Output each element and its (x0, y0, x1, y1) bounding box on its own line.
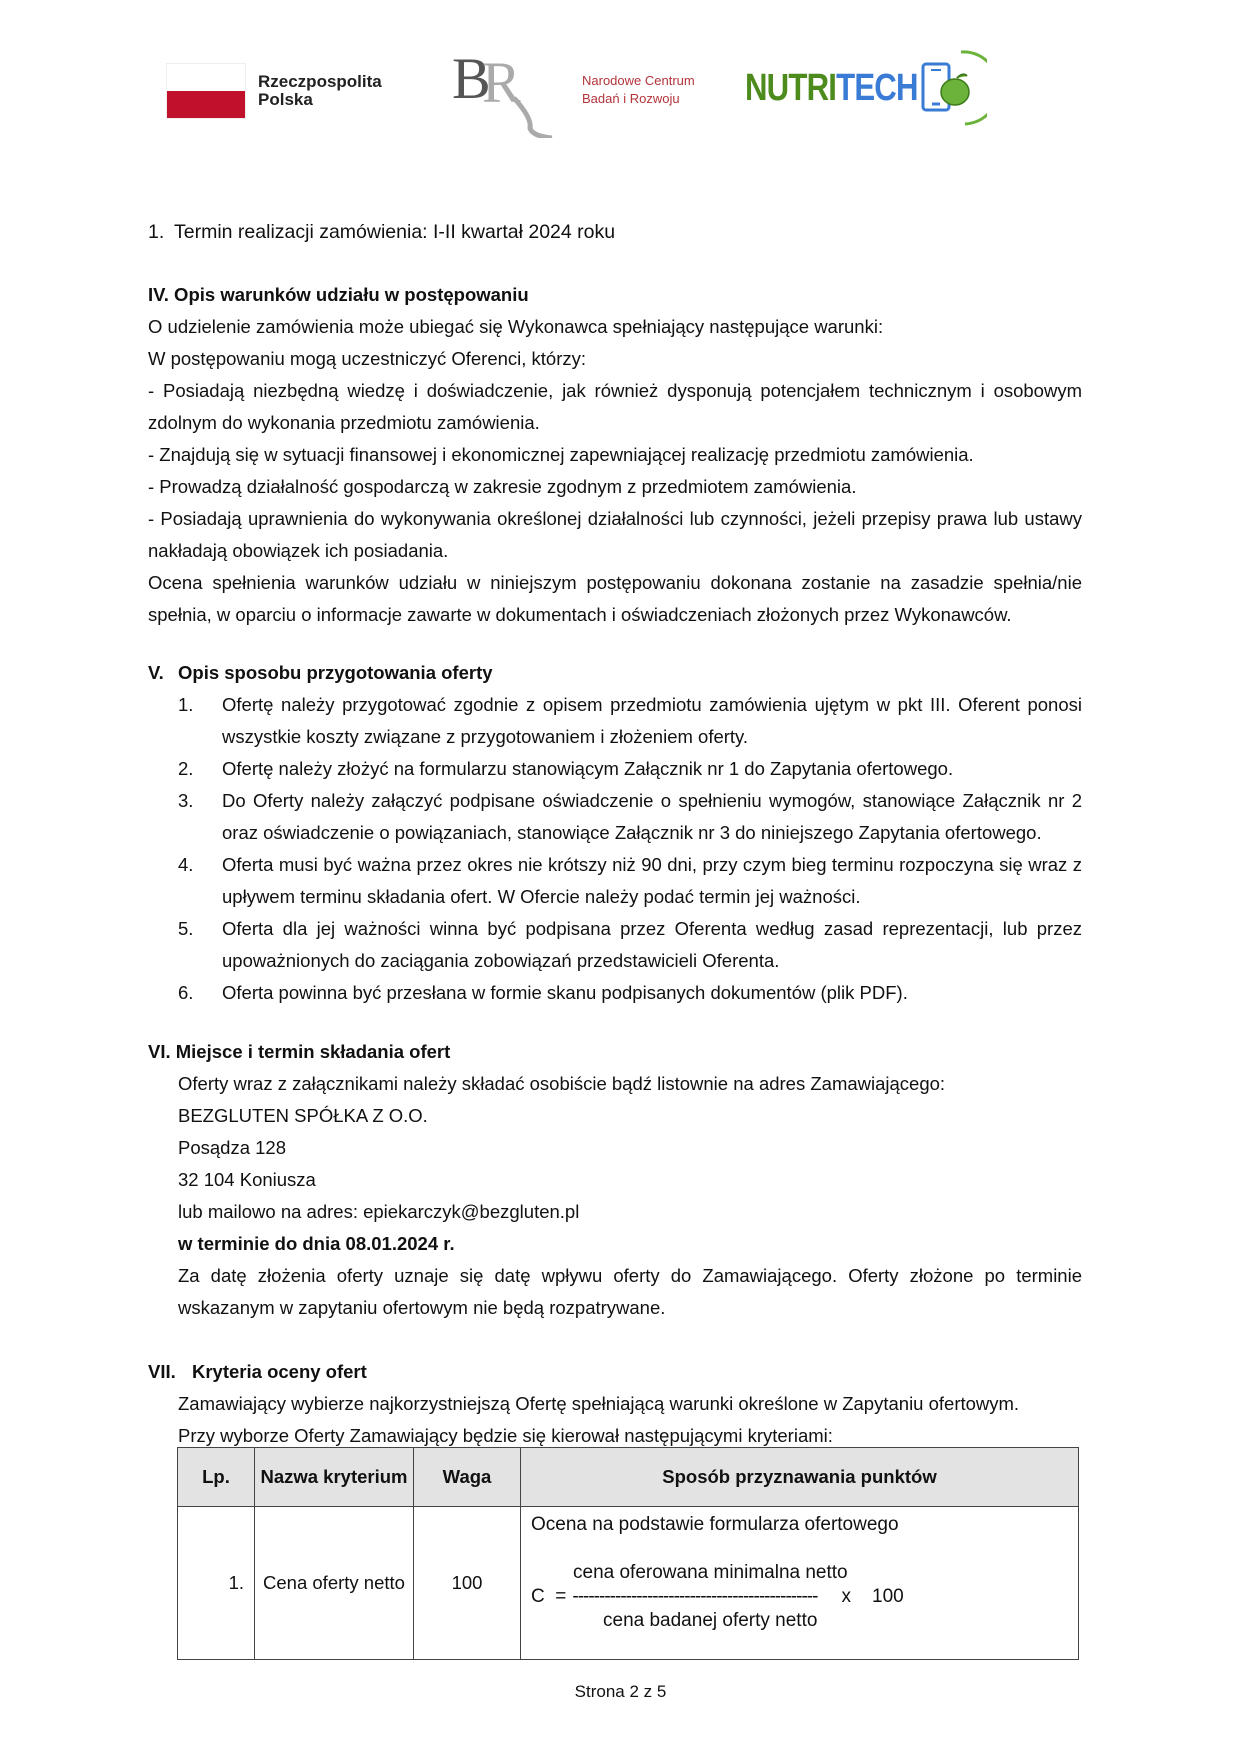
section-vii-title: Kryteria oceny ofert (192, 1361, 367, 1382)
formula-denominator: cena badanej oferty netto (603, 1610, 818, 1631)
list-item (148, 913, 1082, 977)
table-header-row (178, 1448, 1079, 1507)
cell-method (521, 1507, 1079, 1660)
logo-nutritech-tech: TECH (836, 66, 918, 109)
logo-rp-line2: Polska (258, 90, 313, 109)
section-v-title: Opis sposobu przygotowania oferty (178, 662, 493, 683)
delivery-term-number: 1. (148, 221, 165, 243)
list-item-number: 3. (178, 790, 194, 811)
list-item-text: Oferta powinna być przesłana w formie skanu podpisanych dokumentów (plik PDF). (222, 982, 908, 1003)
logo-ncbr-line1: Narodowe Centrum (582, 73, 695, 88)
list-item-number: 5. (178, 918, 194, 939)
list-item (148, 977, 1082, 1009)
list-item-text: Ofertę należy złożyć na formularzu stanowiącym Załącznik nr 1 do Zapytania ofertowego. (222, 758, 954, 779)
section-iv-line: - Posiadają niezbędną wiedzę i doświadczenie, jak również dysponują potencjałem technicznym i osobowym zdolnym do wykonania przedmiotu zamówienia. (148, 380, 1082, 433)
formula-fraction-line: ---------------------------------------------- (572, 1586, 818, 1607)
list-item-number: 4. (178, 854, 194, 875)
list-item-number: 6. (178, 982, 194, 1003)
section-vi-note: Za datę złożenia oferty uznaje się datę wpływu oferty do Zamawiającego. Oferty złożone po terminie wskazanym w zapytaniu ofertowym nie będą rozpatrywane. (178, 1265, 1082, 1318)
criteria-table (177, 1447, 1079, 1660)
section-v (148, 657, 1082, 1009)
svg-text:R: R (482, 50, 521, 115)
logo-rzeczpospolita-polska (166, 63, 382, 119)
col-header-method: Sposób przyznawania punktów (521, 1448, 1079, 1507)
email-line: lub mailowo na adres: epiekarczyk@bezgluten.pl (178, 1201, 580, 1222)
col-header-name: Nazwa kryterium (255, 1448, 414, 1507)
col-header-lp: Lp. (178, 1448, 255, 1507)
phone-apple-icon (917, 48, 987, 128)
cell-weight: 100 (414, 1507, 521, 1660)
page-number: Strona 2 z 5 (574, 1682, 667, 1701)
list-item (148, 785, 1082, 849)
section-vii-heading (148, 1356, 1082, 1388)
list-item-text: Do Oferty należy załączyć podpisane oświadczenie o spełnieniu wymogów, stanowiące Załącznik nr 2 oraz oświadczenie o powiązaniach, stanowiące Załącznik nr 3 do niniejszego Zapytania ofertowego. (222, 790, 1082, 843)
section-vi-intro: Oferty wraz z załącznikami należy składać osobiście bądź listownie na adres Zamawiającego: (178, 1073, 946, 1094)
col-header-weight: Waga (414, 1448, 521, 1507)
section-iv-line: O udzielenie zamówienia może ubiegać się Wykonawca spełniający następujące warunki: (148, 316, 884, 337)
section-v-heading (148, 657, 1082, 689)
list-item-text: Oferta musi być ważna przez okres nie krótszy niż 90 dni, przy czym bieg terminu rozpoczyna się wraz z upływem terminu składania ofert. W Ofercie należy podać termin jej ważności. (222, 854, 1082, 907)
section-vi (148, 1036, 1082, 1324)
svg-text:B: B (452, 48, 491, 111)
list-item-text: Ofertę należy przygotować zgodnie z opisem przedmiotu zamówienia ujętym w pkt III. Oferent ponosi wszystkie koszty związane z przygotowaniem i złożeniem oferty. (222, 694, 1082, 747)
header-logos (0, 48, 1241, 138)
section-vii (148, 1356, 1082, 1452)
section-iv-line: - Znajdują się w sytuacji finansowej i ekonomicznej zapewniającej realizację przedmiotu zamówienia. (148, 444, 974, 465)
section-iv (148, 279, 1082, 631)
formula-suffix: x 100 (841, 1586, 904, 1607)
list-item (148, 849, 1082, 913)
delivery-term-text: Termin realizacji zamówienia: I-II kwartał 2024 roku (174, 221, 616, 243)
cell-name: Cena oferty netto (255, 1507, 414, 1660)
section-vii-line1: Zamawiający wybierze najkorzystniejszą Ofertę spełniającą warunki określone w Zapytaniu ofertowym. (178, 1393, 1020, 1414)
delivery-term (148, 216, 1082, 248)
company-name: BEZGLUTEN SPÓŁKA Z O.O. (178, 1105, 428, 1126)
company-street: Posądza 128 (178, 1137, 287, 1158)
method-title: Ocena na podstawie formularza ofertowego (531, 1514, 899, 1535)
ncbr-br-mark-icon (452, 48, 572, 138)
section-iv-line: Ocena spełnienia warunków udziału w niniejszym postępowaniu dokonana zostanie na zasadzie spełnia/nie spełnia, w oparciu o informacje zawarte w dokumentach i oświadczeniach złożonych przez Wykonawców. (148, 572, 1082, 625)
section-vii-line2: Przy wyborze Oferty Zamawiający będzie się kierował następującymi kryteriami: (178, 1425, 833, 1446)
logo-nutritech-nutri: NUTRI (745, 66, 837, 109)
logo-rp-line1: Rzeczpospolita (258, 72, 382, 91)
cell-lp: 1. (178, 1507, 255, 1660)
list-item (148, 753, 1082, 785)
list-item (148, 689, 1082, 753)
company-city: 32 104 Koniusza (178, 1169, 316, 1190)
section-iv-title: IV. Opis warunków udziału w postępowaniu (148, 284, 529, 305)
logo-ncbr (452, 48, 695, 138)
section-vii-numeral: VII. (148, 1361, 176, 1382)
deadline: w terminie do dnia 08.01.2024 r. (178, 1233, 455, 1254)
section-iv-line: W postępowaniu mogą uczestniczyć Oferenci, którzy: (148, 348, 587, 369)
logo-ncbr-line2: Badań i Rozwoju (582, 91, 680, 106)
list-item-text: Oferta dla jej ważności winna być podpisana przez Oferenta według zasad reprezentacji, lub przez upoważnionych do zaciągania zobowiązań przedstawicieli Oferenta. (222, 918, 1082, 971)
section-iv-line: - Prowadzą działalność gospodarczą w zakresie zgodnym z przedmiotem zamówienia. (148, 476, 857, 497)
formula-prefix: C = (531, 1586, 567, 1607)
section-iv-line: - Posiadają uprawnienia do wykonywania określonej działalności lub czynności, jeżeli przepisy prawa lub ustawy nakładają obowiązek ich posiadania. (148, 508, 1082, 561)
section-v-numeral: V. (148, 662, 164, 683)
section-vi-title: VI. Miejsce i termin składania ofert (148, 1041, 451, 1062)
polish-flag-icon (166, 63, 246, 119)
table-row (178, 1507, 1079, 1660)
list-item-number: 2. (178, 758, 194, 779)
list-item-number: 1. (178, 694, 194, 715)
formula-numerator: cena oferowana minimalna netto (573, 1562, 848, 1583)
logo-nutritech (745, 48, 987, 128)
